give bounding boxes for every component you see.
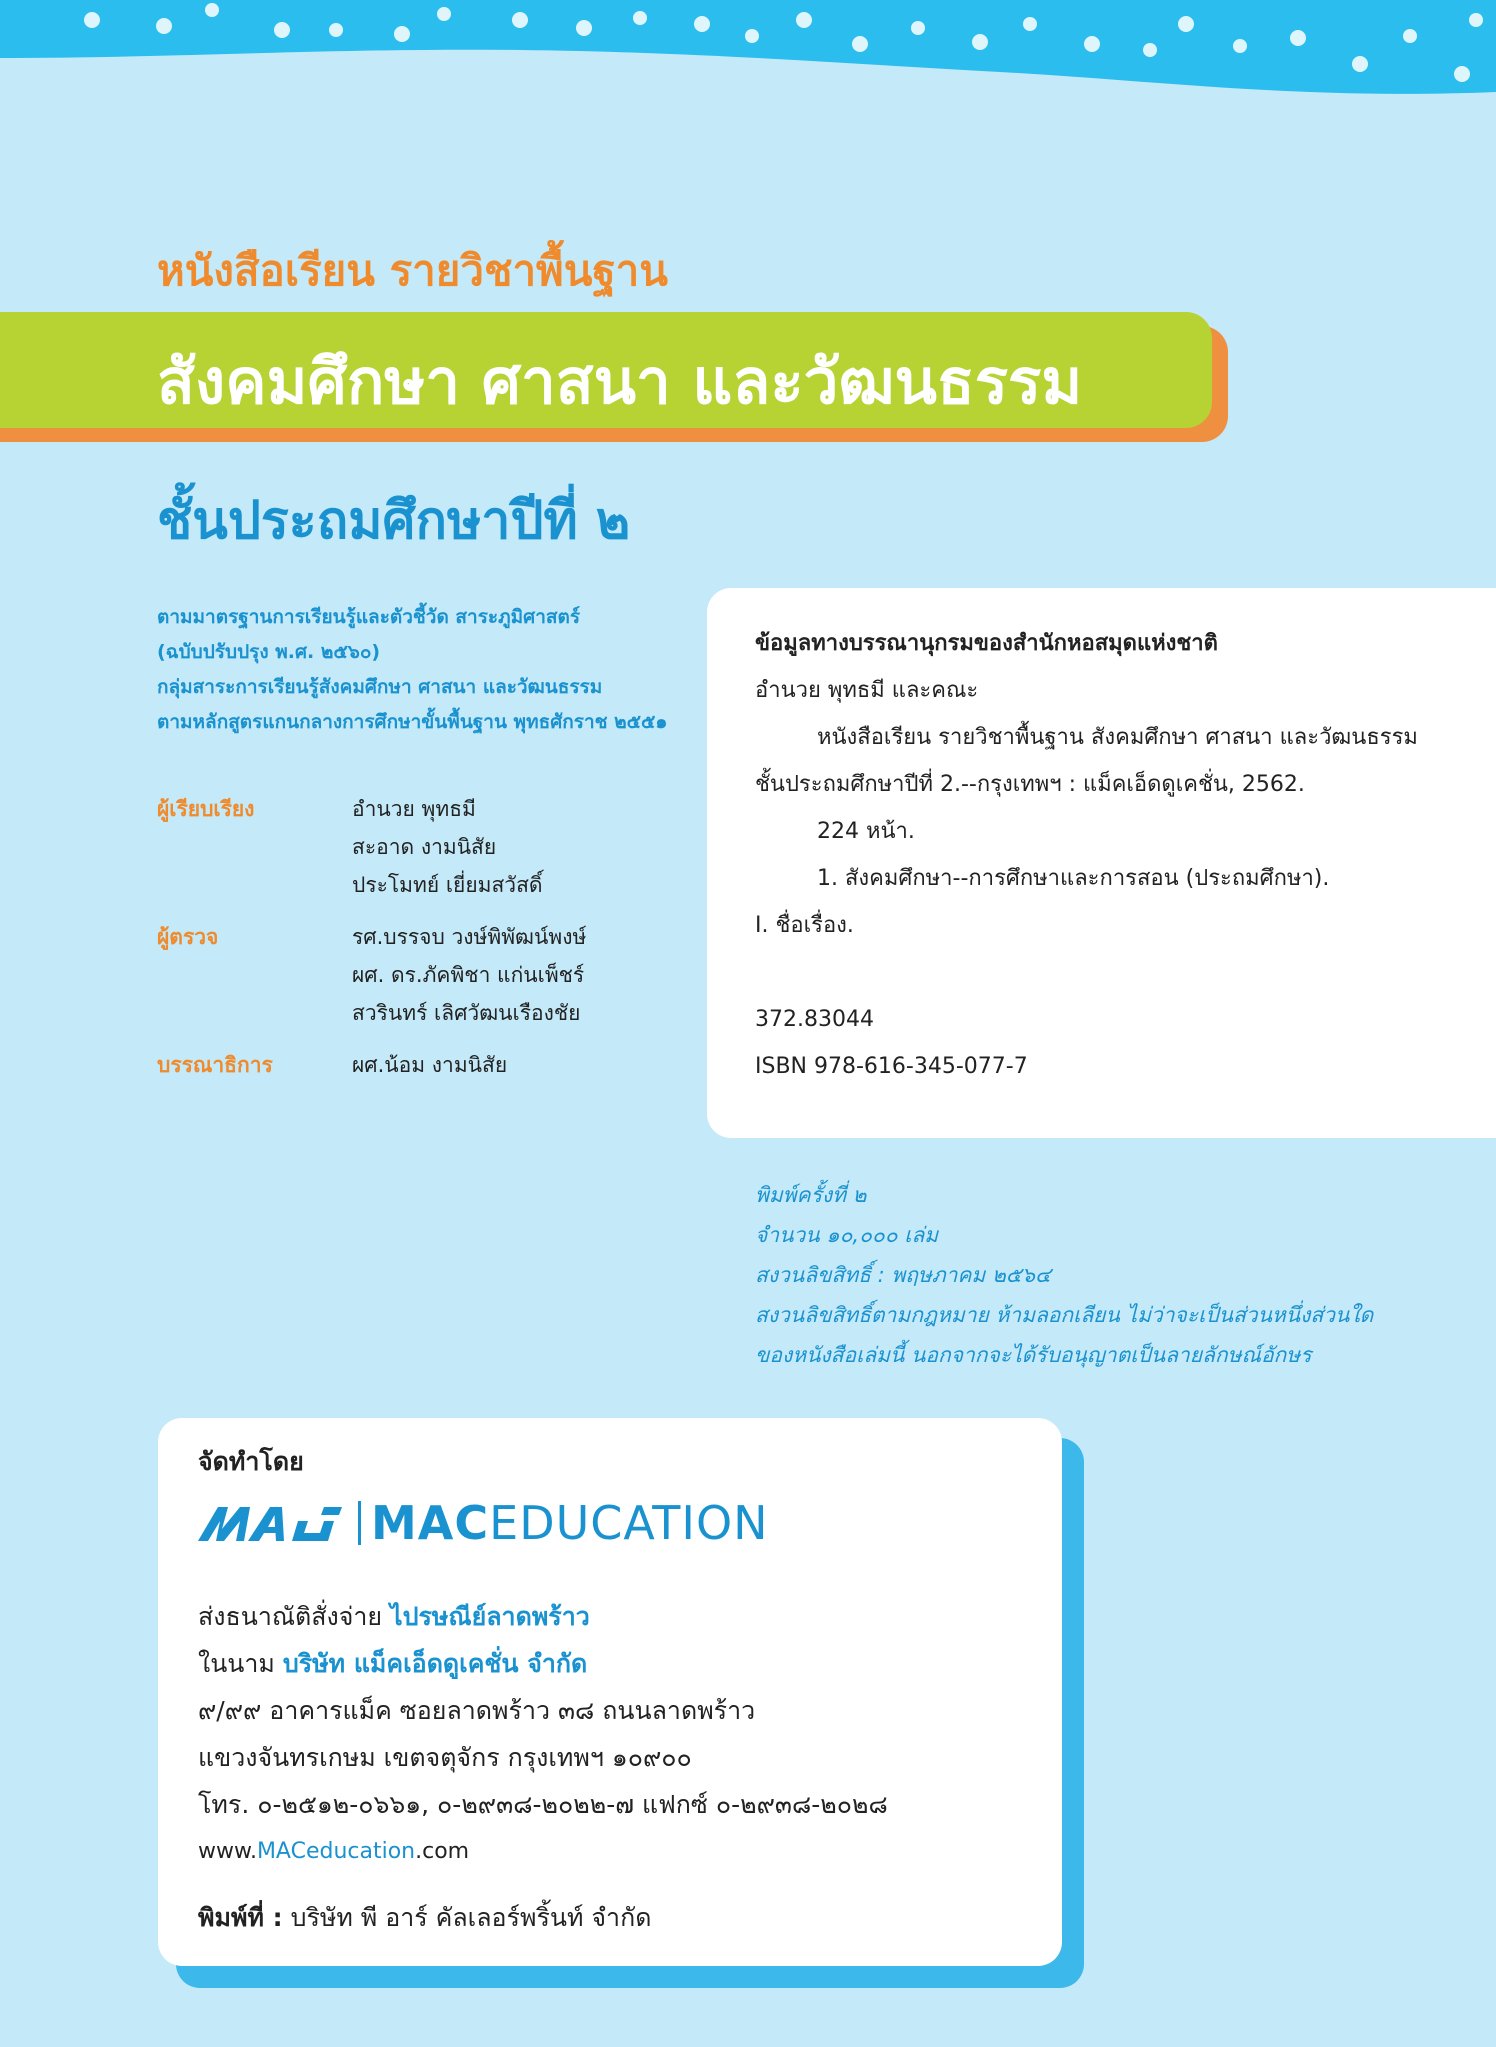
phone-line: โทร. ๐-๒๕๑๒-๐๖๖๑, ๐-๒๙๓๘-๒๐๒๒-๗ แฟกซ์ ๐-๒๙๓๘-๒๐๒๘	[198, 1790, 888, 1819]
catalog-title-line: หนังสือเรียน รายวิชาพื้นฐาน สังคมศึกษา ศาสนา และวัฒนธรรม	[817, 725, 1418, 750]
reviewers-list	[352, 918, 586, 1032]
catalog-subject: I. ชื่อเรื่อง.	[755, 913, 854, 938]
mac-education-wordmark: MACEDUCATION	[371, 1496, 769, 1550]
payee-line: ในนาม บริษัท แม็คเอ็ดดูเคชั่น จำกัด	[198, 1649, 588, 1678]
mac-education-logo	[196, 1496, 769, 1550]
address-line: แขวงจันทรเกษม เขตจตุจักร กรุงเทพฯ ๑๐๙๐๐	[198, 1743, 692, 1772]
logo-divider	[358, 1501, 361, 1545]
print-info-line: จำนวน ๑๐,๐๐๐ เล่ม	[755, 1223, 939, 1247]
catalog-author: อำนวย พุทธมี และคณะ	[755, 678, 979, 703]
reviewers-label: ผู้ตรวจ	[157, 925, 219, 949]
print-info-line: สงวนลิขสิทธิ์ตามกฎหมาย ห้ามลอกเลียน ไม่ว่าจะเป็นส่วนหนึ่งส่วนใด	[755, 1303, 1374, 1327]
standards-line: กลุ่มสาระการเรียนรู้สังคมศึกษา ศาสนา และวัฒนธรรม	[157, 676, 603, 698]
grade-level: ชั้นประถมศึกษาปีที่ ๒	[157, 491, 631, 551]
reviewer-name: ผศ. ดร.ภัคพิชา แก่นเพ็ชร์	[352, 963, 585, 987]
publisher-address	[198, 1593, 888, 1875]
author-name: อำนวย พุทธมี	[352, 797, 476, 821]
catalog-heading: ข้อมูลทางบรรณานุกรมของสำนักหอสมุดแห่งชาติ	[755, 631, 1218, 656]
reviewer-name: สวรินทร์ เลิศวัฒนเรืองชัย	[352, 1001, 581, 1025]
catalog-isbn: ISBN 978-616-345-077-7	[755, 1054, 1028, 1079]
catalog-title-line: ชั้นประถมศึกษาปีที่ 2.--กรุงเทพฯ : แม็คเอ็ดดูเคชั่น, 2562.	[755, 772, 1305, 797]
reviewers-group	[157, 918, 717, 1032]
author-name: สะอาด งามนิสัย	[352, 835, 497, 859]
editor-name: ผศ.น้อม งามนิสัย	[352, 1053, 508, 1077]
publisher-card	[158, 1418, 1062, 1966]
book-title: สังคมศึกษา ศาสนา และวัฒนธรรม	[157, 345, 1083, 418]
top-wave-decoration	[0, 0, 1496, 110]
mac-logo-mark-icon	[196, 1501, 346, 1545]
website-link[interactable]: www.MACeducation.com	[198, 1839, 470, 1864]
print-edition-info	[755, 1175, 1373, 1375]
publisher-label: จัดทำโดย	[198, 1447, 304, 1476]
subject-line: หนังสือเรียน รายวิชาพื้นฐาน	[157, 246, 668, 295]
author-name: ประโมทย์ เยี่ยมสวัสดิ์	[352, 873, 543, 897]
editor-label: บรรณาธิการ	[157, 1053, 273, 1077]
standards-line: (ฉบับปรับปรุง พ.ศ. ๒๕๖๐)	[157, 641, 381, 663]
money-order-line: ส่งธนาณัติสั่งจ่าย ไปรษณีย์ลาดพร้าว	[198, 1602, 590, 1631]
reviewer-name: รศ.บรรจบ วงษ์พิพัฒน์พงษ์	[352, 925, 587, 949]
catalog-pages: 224 หน้า.	[817, 819, 915, 844]
address-line: ๙/๙๙ อาคารแม็ค ซอยลาดพร้าว ๓๘ ถนนลาดพร้าว	[198, 1696, 756, 1725]
editor-group	[157, 1046, 717, 1084]
authors-label: ผู้เรียบเรียง	[157, 797, 255, 821]
standards-line: ตามมาตรฐานการเรียนรู้และตัวชี้วัด สาระภูมิศาสตร์	[157, 606, 581, 628]
print-info-line: พิมพ์ครั้งที่ ๒	[755, 1183, 867, 1207]
catalog-subject: 1. สังคมศึกษา--การศึกษาและการสอน (ประถมศึกษา).	[817, 866, 1330, 891]
credits-section	[157, 790, 717, 1098]
authors-list	[352, 790, 543, 904]
standards-line: ตามหลักสูตรแกนกลางการศึกษาขั้นพื้นฐาน พุทธศักราช ๒๕๕๑	[157, 711, 668, 733]
printer-line: พิมพ์ที่ : บริษัท พี อาร์ คัลเลอร์พริ้นท์ จำกัด	[198, 1903, 652, 1932]
print-info-line: ของหนังสือเล่มนี้ นอกจากจะได้รับอนุญาตเป็นลายลักษณ์อักษร	[755, 1343, 1312, 1367]
curriculum-standards	[157, 600, 717, 740]
catalog-call-number: 372.83044	[755, 1007, 874, 1032]
cataloging-data-card	[707, 588, 1496, 1138]
authors-group	[157, 790, 717, 904]
print-info-line: สงวนลิขสิทธิ์ : พฤษภาคม ๒๕๖๔	[755, 1263, 1051, 1287]
